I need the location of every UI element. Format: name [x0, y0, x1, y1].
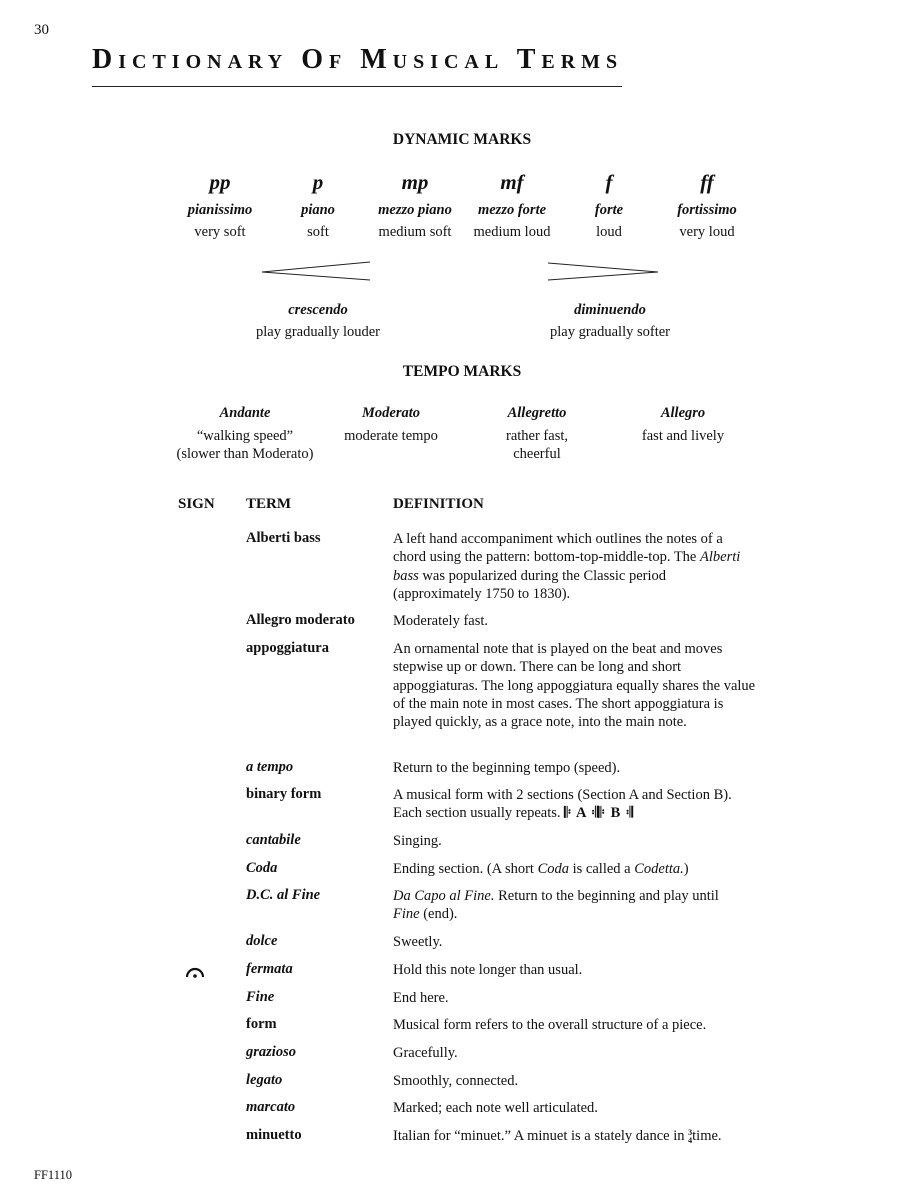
definition-fermata: Hold this note longer than usual. [393, 962, 583, 978]
term-binary-form: binary form [246, 786, 322, 802]
tempo-mark-andante [165, 405, 325, 463]
tempo-meaning-line: cheerful [513, 446, 561, 462]
tempo-meaning-line: moderate tempo [344, 428, 438, 444]
dynamic-mark-f [559, 170, 659, 241]
column-header-sign: SIGN [178, 496, 215, 512]
tempo-mark-allegretto [457, 405, 617, 463]
dynamic-symbol: mf [500, 170, 524, 194]
definition-emphasis: Coda [537, 861, 570, 877]
term-minuetto: minuetto [246, 1127, 302, 1143]
term-fine: Fine [246, 989, 275, 1005]
definition-text: was popularized during the Classic period (approximately 1750 to 1830). [393, 567, 667, 602]
definition-dc-al-fine [393, 887, 723, 924]
definition-emphasis: Codetta. [634, 861, 684, 877]
definition-appoggiatura: An ornamental note that is played on the beat and moves stepwise up or down. There can be long and short appoggiaturas. The long appoggiatura equally shares the value of the main note in most cases. The short appoggiatura is played quickly, as a grace note, into the main note. [393, 641, 756, 731]
term-form: form [246, 1016, 277, 1032]
definition-binary-form [393, 786, 758, 823]
term-coda: Coda [246, 860, 278, 876]
tempo-meaning [603, 427, 763, 445]
term-grazioso: grazioso [246, 1044, 296, 1060]
dynamic-name: fortissimo [677, 202, 737, 218]
crescendo-label [218, 302, 418, 341]
tempo-name: Moderato [362, 405, 420, 421]
dynamic-meaning: medium soft [378, 224, 452, 240]
title-underline [92, 86, 622, 87]
term-legato: legato [246, 1072, 283, 1088]
definition-legato: Smoothly, connected. [393, 1073, 519, 1089]
diminuendo-label [510, 302, 710, 341]
dynamic-meaning: very loud [679, 224, 735, 240]
term-alberti-bass: Alberti bass [246, 530, 321, 546]
time-signature-top: 3 [688, 1127, 693, 1137]
definition-fine: End here. [393, 990, 449, 1006]
definition-emphasis: Alberti bass [393, 549, 741, 584]
page-number: 30 [34, 22, 49, 38]
footer-code: FF1110 [34, 1168, 72, 1182]
definition-text: Ending section. (A short [393, 861, 538, 877]
definition-text: time. [692, 1128, 722, 1144]
dynamic-mark-mf [462, 170, 562, 241]
repeat-start-icon: 𝄆 [564, 805, 573, 822]
definition-text: Return to the beginning and play until [494, 888, 719, 904]
repeat-end-start-icon: 𝄇𝄆 [591, 805, 606, 822]
repeat-sign-a [564, 805, 634, 821]
dynamic-mark-pp [170, 170, 270, 241]
tempo-name: Allegro [660, 405, 706, 421]
definition-text: ) [683, 861, 689, 877]
dynamic-name: mezzo piano [378, 202, 452, 218]
dynamic-meaning: medium loud [473, 224, 551, 240]
tempo-meaning [165, 427, 325, 463]
definition-text: Italian for “minuet.” A minuet is a stately dance in [393, 1128, 685, 1144]
tempo-mark-moderato [311, 405, 471, 445]
crescendo-meaning: play gradually louder [255, 324, 380, 340]
term-a-tempo: a tempo [246, 759, 294, 775]
time-signature-bottom: 4 [688, 1135, 693, 1145]
dynamic-symbol: pp [209, 170, 231, 194]
term-marcato: marcato [246, 1099, 296, 1115]
definition-dolce: Sweetly. [393, 934, 443, 950]
diminuendo-hairpin-icon [544, 258, 664, 284]
term-dolce: dolce [246, 933, 278, 949]
term-allegro-moderato: Allegro moderato [246, 612, 355, 628]
term-appoggiatura: appoggiatura [246, 640, 329, 656]
tempo-meaning [311, 427, 471, 445]
dynamic-symbol: p [312, 170, 324, 194]
dynamic-symbol: ff [700, 170, 714, 194]
tempo-mark-allegro [603, 405, 763, 445]
definition-cantabile: Singing. [393, 833, 442, 849]
term-fermata: fermata [246, 961, 293, 977]
column-header-definition: DEFINITION [393, 496, 484, 512]
definition-text: A musical form with 2 sections (Section A and Section B). Each section usually repeats. [393, 787, 732, 822]
repeat-end-icon: 𝄇 [625, 805, 634, 822]
fermata-icon [184, 964, 206, 980]
tempo-name: Andante [219, 405, 271, 421]
definition-alberti-bass [393, 530, 758, 603]
diminuendo-name: diminuendo [574, 302, 646, 318]
page-title: Dictionary Of Musical Terms [92, 44, 624, 75]
definition-emphasis: Da Capo al Fine. [393, 888, 495, 904]
definition-a-tempo: Return to the beginning tempo (speed). [393, 760, 621, 776]
diminuendo-meaning: play gradually softer [550, 324, 670, 340]
definition-form: Musical form refers to the overall structure of a piece. [393, 1017, 707, 1033]
column-header-term: TERM [246, 496, 291, 512]
term-cantabile: cantabile [246, 832, 301, 848]
dynamic-symbol: mp [401, 170, 429, 194]
tempo-name: Allegretto [507, 405, 567, 421]
crescendo-name: crescendo [288, 302, 348, 318]
dynamic-name: pianissimo [187, 202, 253, 218]
dynamic-meaning: very soft [194, 224, 246, 240]
definition-emphasis: Fine [393, 906, 420, 923]
dynamic-name: piano [301, 202, 335, 218]
dynamic-meaning: soft [307, 224, 329, 240]
definition-grazioso: Gracefully. [393, 1045, 458, 1061]
definition-coda [393, 860, 758, 878]
section-a-label: A [576, 805, 587, 822]
term-dc-al-fine: D.C. al Fine [246, 887, 321, 903]
dynamic-mark-p [268, 170, 368, 241]
dynamic-meaning: loud [596, 224, 622, 240]
tempo-marks-heading: TEMPO MARKS [402, 363, 522, 380]
dynamic-name: forte [594, 202, 624, 218]
tempo-meaning-line: (slower than Moderato) [176, 446, 314, 462]
tempo-meaning-line: rather fast, [506, 428, 568, 444]
section-b-label: B [610, 805, 622, 822]
definition-text: (end). [419, 906, 458, 923]
dynamic-symbol: f [605, 170, 613, 194]
dynamic-mark-mp [365, 170, 465, 241]
dynamic-marks-heading: DYNAMIC MARKS [392, 131, 532, 148]
definition-text: is called a [569, 861, 635, 877]
definition-text: A left hand accompaniment which outlines the notes of a chord using the pattern: bottom-top-middle-top. The [393, 531, 723, 566]
dynamic-name: mezzo forte [477, 202, 547, 218]
tempo-meaning-line: “walking speed” [196, 428, 294, 444]
tempo-meaning [457, 427, 617, 463]
definition-allegro-moderato: Moderately fast. [393, 613, 489, 629]
tempo-meaning-line: fast and lively [641, 428, 725, 444]
dynamic-mark-ff [657, 170, 757, 241]
definition-minuetto [393, 1127, 773, 1145]
crescendo-hairpin-icon [258, 258, 374, 284]
definition-marcato: Marked; each note well articulated. [393, 1100, 598, 1116]
